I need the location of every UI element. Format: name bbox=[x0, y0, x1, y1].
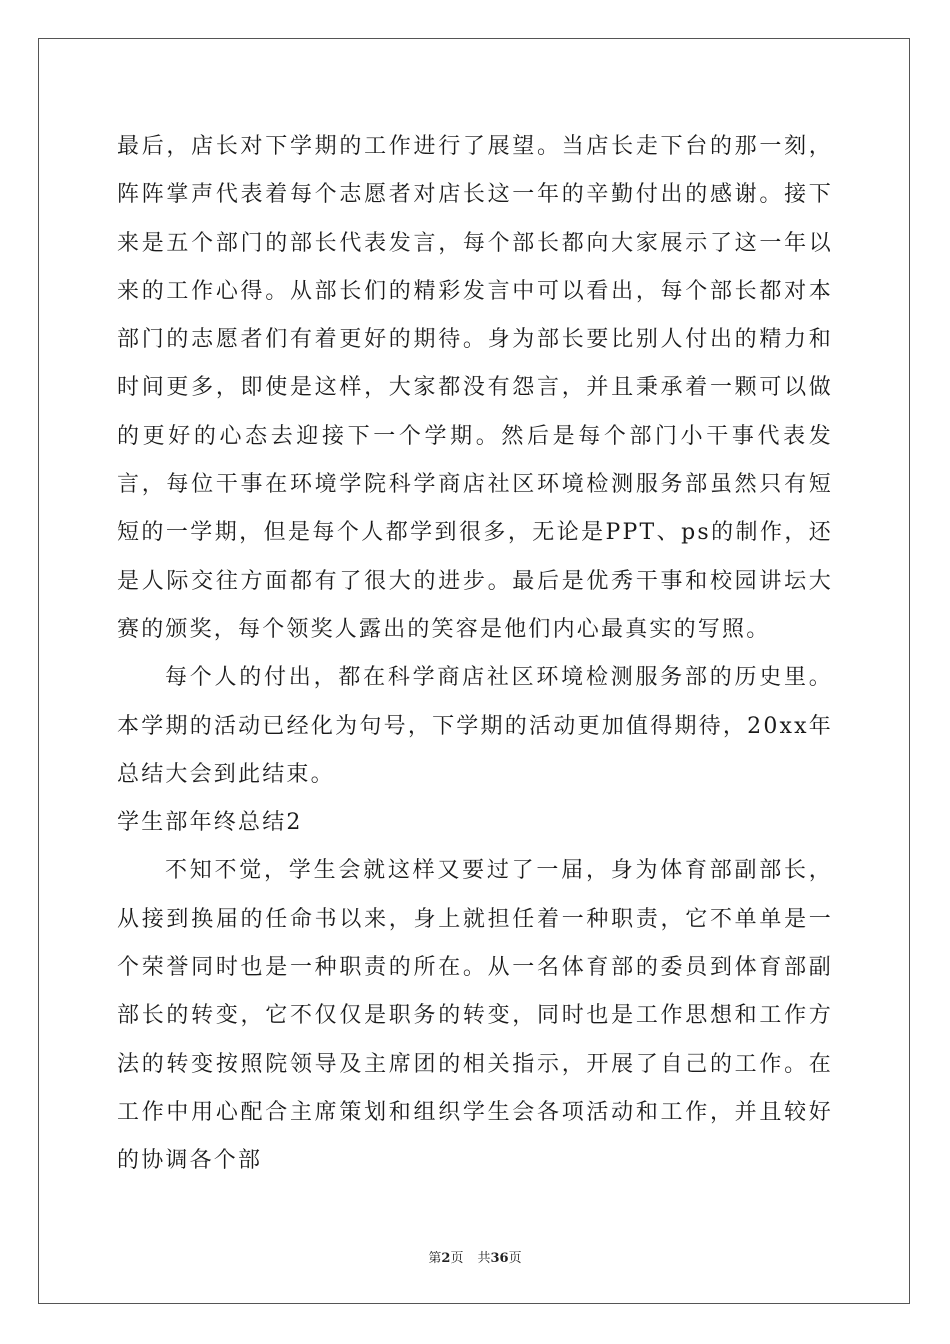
page-suffix: 页 bbox=[450, 1251, 464, 1266]
paragraph-3: 不知不觉，学生会就这样又要过了一届，身为体育部副部长，从接到换届的任命书以来，身上就担任着一种职责，它不单单是一个荣誉同时也是一种职责的所在。从一名体育部的委员到体育部副部长的转变，它不仅仅是职务的转变，同时也是工作思想和工作方法的转变按照院领导及主席团的相关指示，开展了自己的工作。在工作中用心配合主席策划和组织学生会各项活动和工作，并且较好的协调各个部 bbox=[117, 858, 833, 1174]
total-prefix: 共 bbox=[477, 1251, 491, 1266]
total-pages: 36 bbox=[490, 1251, 509, 1266]
paragraph-2: 每个人的付出，都在科学商店社区环境检测服务部的历史里。本学期的活动已经化为句号，下学期的活动更加值得期待，20xx年总结大会到此结束。 bbox=[117, 665, 833, 787]
paragraph-1: 最后，店长对下学期的工作进行了展望。当店长走下台的那一刻，阵阵掌声代表着每个志愿者对店长这一年的辛勤付出的感谢。接下来是五个部门的部长代表发言，每个部长都向大家展示了这一年以来的工作心得。从部长们的精彩发言中可以看出，每个部长都对本部门的志愿者们有着更好的期待。身为部长要比别人付出的精力和时间更多，即使是这样，大家都没有怨言，并且秉承着一颗可以做的更好的心态去迎接下一个学期。然后是每个部门小干事代表发言，每位干事在环境学院科学商店社区环境检测服务部虽然只有短短的一学期，但是每个人都学到很多，无论是PPT、ps的制作，还是人际交往方面都有了很大的进步。最后是优秀干事和校园讲坛大赛的颁奖，每个领奖人露出的笑容是他们内心最真实的写照。 bbox=[117, 134, 833, 642]
section-heading: 学生部年终总结2 bbox=[117, 810, 303, 836]
page-footer bbox=[0, 1247, 950, 1266]
document-body bbox=[117, 123, 833, 1186]
page-prefix: 第 bbox=[428, 1251, 442, 1266]
page-number: 2 bbox=[441, 1251, 451, 1266]
total-suffix: 页 bbox=[508, 1251, 522, 1266]
